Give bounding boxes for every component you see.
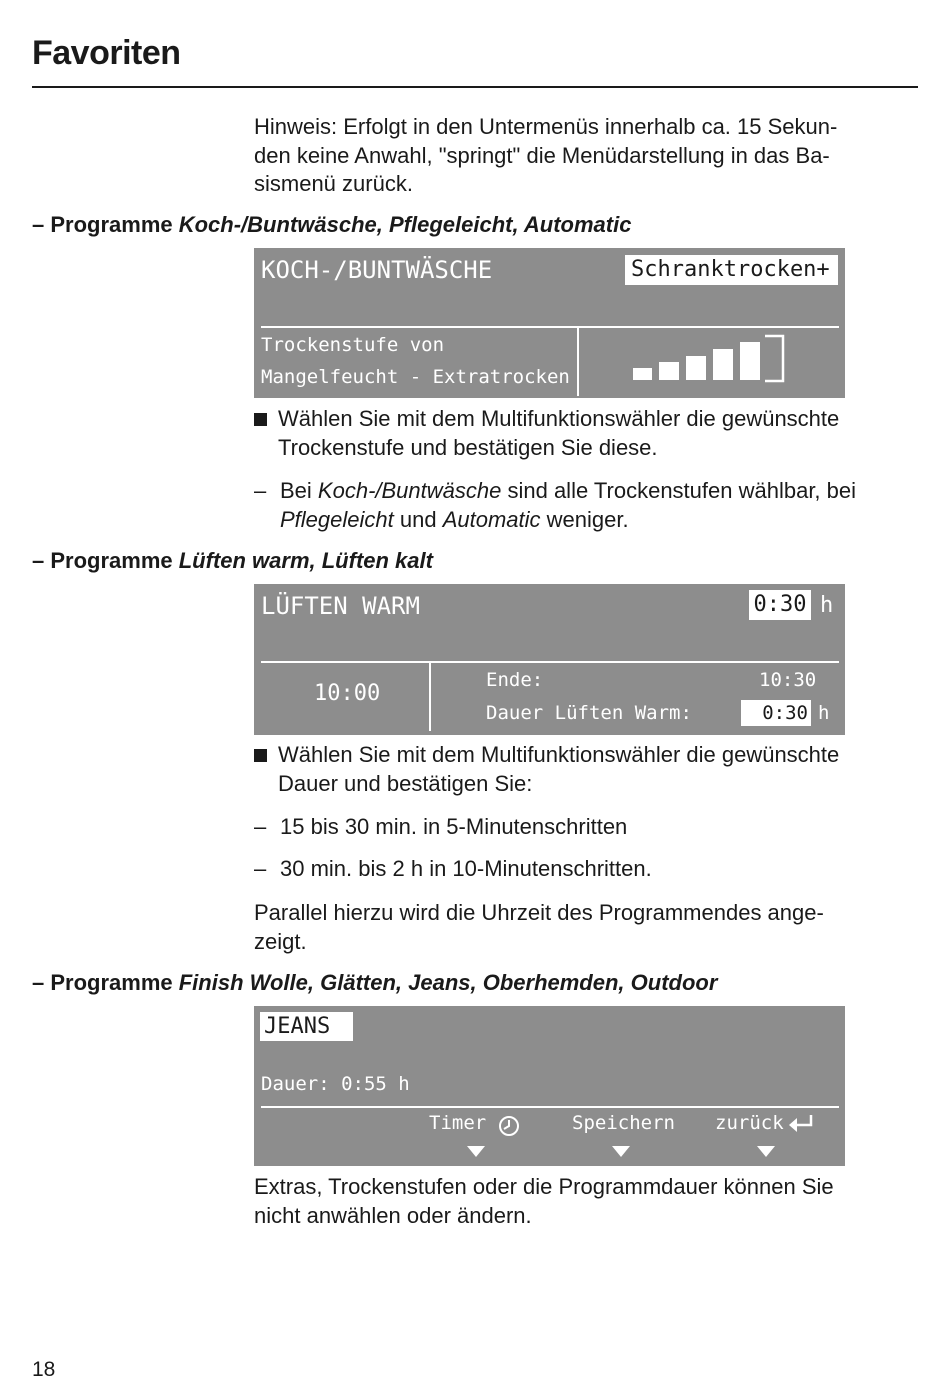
dash-item	[254, 477, 914, 534]
display-divider	[261, 326, 839, 328]
dash-symbol: –	[254, 478, 267, 503]
dash-item	[254, 813, 914, 842]
end-label: Ende:	[486, 669, 544, 691]
note-line: den keine Anwahl, "springt" die Menüdarstellung in das Ba-	[254, 142, 830, 168]
bullet-instruction	[254, 741, 914, 798]
softkey-arrow-icon	[612, 1146, 630, 1157]
dash-symbol: –	[254, 856, 267, 881]
dash-text: 15 bis 30 min. in 5-Minutenschritten	[280, 814, 628, 839]
return-arrow-icon	[787, 1112, 815, 1136]
display-divider	[261, 1106, 839, 1108]
dash-text: weniger.	[540, 506, 629, 532]
softkey-arrow-icon	[757, 1146, 775, 1157]
dauer-text: Dauer: 0:55 h	[261, 1073, 410, 1095]
page-number: 18	[32, 1358, 56, 1380]
dauer-value: 0:30	[741, 700, 811, 726]
bullet-square-icon	[254, 749, 267, 762]
dash-italic: Koch-/Buntwäsche	[317, 478, 502, 503]
level-bars-icon	[629, 334, 789, 386]
dash-italic: Pflegeleicht	[280, 506, 394, 532]
display-lueften	[254, 584, 845, 735]
end-value: 10:30	[759, 669, 817, 691]
note-line: sismenü zurück.	[254, 171, 413, 196]
paragraph-line: Extras, Trockenstufen oder die Programmdauer können Sie	[254, 1174, 834, 1199]
display-title: LÜFTEN WARM	[261, 592, 420, 620]
paragraph-end-time	[254, 899, 904, 956]
clock-icon	[497, 1114, 521, 1138]
bullet-line: Wählen Sie mit dem Multifunktionswähler die gewünschte	[278, 742, 840, 767]
dash-item	[254, 855, 914, 884]
heading-programs: Finish Wolle, Glätten, Jeans, Oberhemden, Outdoor	[178, 970, 718, 995]
section-heading-lueften	[32, 547, 433, 575]
softkey-arrow-icon	[467, 1146, 485, 1157]
level-label-line: Mangelfeucht - Extratrocken	[261, 366, 570, 388]
level-label-line: Trockenstufe von	[261, 334, 445, 356]
paragraph-line: Parallel hierzu wird die Uhrzeit des Programmendes ange-	[254, 900, 824, 925]
note-line: Hinweis: Erfolgt in den Untermenüs innerhalb ca. 15 Sekun-	[254, 114, 838, 139]
heading-prefix: – Programme	[32, 212, 179, 237]
duration-value: 0:30	[749, 590, 811, 620]
display-vdivider	[577, 328, 579, 396]
display-title: KOCH-/BUNTWÄSCHE	[261, 256, 493, 284]
dash-text: und	[393, 506, 443, 532]
dauer-unit: h	[818, 702, 830, 724]
display-koch	[254, 248, 845, 398]
softkey-zurueck[interactable]: zurück	[715, 1112, 784, 1134]
heading-prefix: – Programme	[32, 548, 179, 573]
note-paragraph	[254, 113, 904, 199]
display-vdivider	[429, 663, 431, 731]
display-title: JEANS	[260, 1012, 353, 1041]
heading-prefix: – Programme	[32, 970, 179, 995]
dash-text: sind alle Trockenstufen wählbar, bei	[501, 478, 857, 503]
softkey-speichern[interactable]: Speichern	[572, 1112, 675, 1134]
title-rule	[32, 86, 918, 88]
clock-time: 10:00	[314, 681, 381, 706]
display-jeans	[254, 1006, 845, 1166]
dauer-label: Dauer Lüften Warm:	[486, 702, 692, 724]
section-heading-koch	[32, 211, 631, 239]
softkey-timer[interactable]: Timer	[429, 1112, 487, 1134]
page-title: Favoriten	[32, 34, 181, 72]
heading-programs: Koch-/Buntwäsche, Pflegeleicht, Automatic	[178, 212, 632, 237]
dash-text: Bei	[280, 478, 318, 503]
display-divider	[261, 661, 839, 663]
bullet-line: Wählen Sie mit dem Multifunktionswähler die gewünschte	[278, 406, 840, 431]
bullet-instruction	[254, 405, 914, 462]
duration-unit: h	[820, 593, 834, 618]
paragraph-line: nicht anwählen oder ändern.	[254, 1202, 532, 1228]
paragraph-no-change	[254, 1173, 904, 1230]
paragraph-line: zeigt.	[254, 928, 307, 954]
dash-symbol: –	[254, 814, 267, 839]
selected-value: Schranktrocken+	[625, 255, 838, 285]
section-heading-finish	[32, 969, 717, 997]
dash-text: 30 min. bis 2 h in 10-Minutenschritten.	[280, 856, 652, 881]
bullet-square-icon	[254, 413, 267, 426]
heading-programs: Lüften warm, Lüften kalt	[178, 548, 433, 573]
dash-italic: Automatic	[442, 506, 541, 532]
bullet-line: Trockenstufe und bestätigen Sie diese.	[278, 434, 658, 460]
bullet-line: Dauer und bestätigen Sie:	[278, 770, 533, 796]
